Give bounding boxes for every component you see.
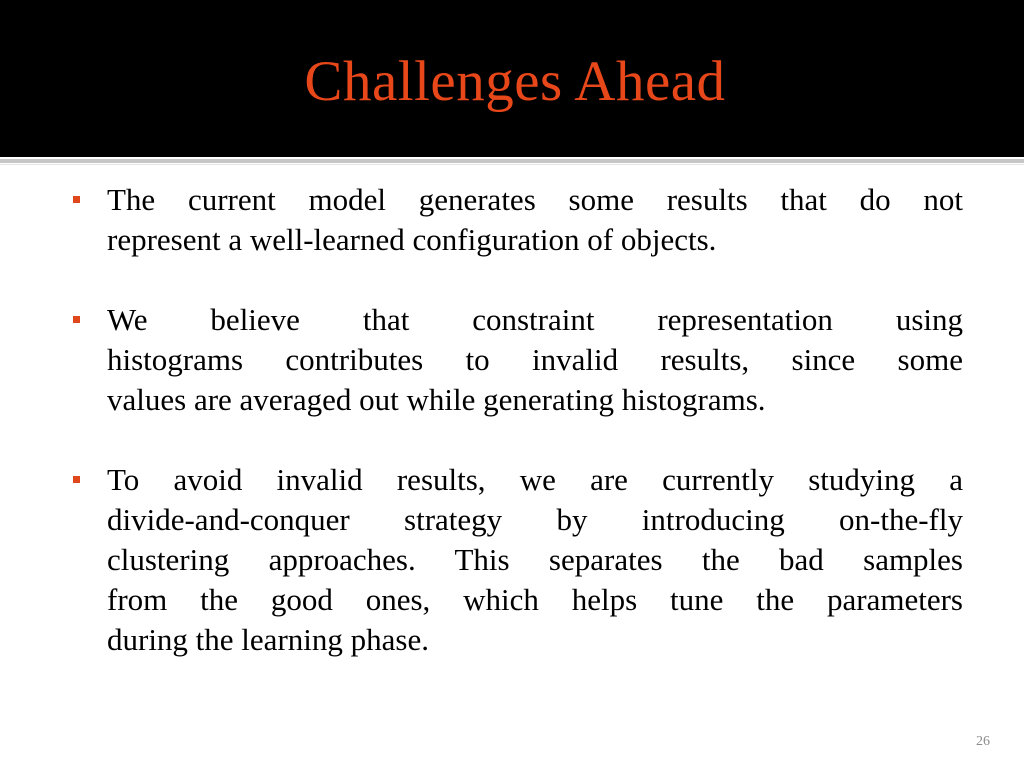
square-bullet-icon bbox=[73, 476, 80, 483]
bullet-line: values are averaged out while generating histograms. bbox=[107, 382, 766, 417]
bullet-line: divide-and-conquer strategy by introducing on-the-fly bbox=[107, 502, 963, 537]
square-bullet-icon bbox=[73, 196, 80, 203]
bullet-line: during the learning phase. bbox=[107, 622, 429, 657]
bullet-line: clustering approaches. This separates the bad samples bbox=[107, 542, 963, 577]
slide-title: Challenges Ahead bbox=[304, 50, 726, 113]
bullet-line: The current model generates some results that do not bbox=[107, 182, 963, 217]
bullet-line: We believe that constraint representation using bbox=[107, 302, 963, 337]
bullet-line: To avoid invalid results, we are currently studying a bbox=[107, 462, 963, 497]
bullet-text bbox=[107, 300, 963, 420]
title-divider bbox=[0, 159, 1024, 163]
bullet-text bbox=[107, 460, 963, 660]
bullet-line: represent a well-learned configuration of objects. bbox=[107, 222, 717, 257]
bullet-line: from the good ones, which helps tune the parameters bbox=[107, 582, 963, 617]
square-bullet-icon bbox=[73, 316, 80, 323]
title-band bbox=[0, 0, 1024, 157]
page-number: 26 bbox=[976, 734, 990, 749]
bullet-text bbox=[107, 180, 963, 260]
bullet-line: histograms contributes to invalid results, since some bbox=[107, 342, 963, 377]
